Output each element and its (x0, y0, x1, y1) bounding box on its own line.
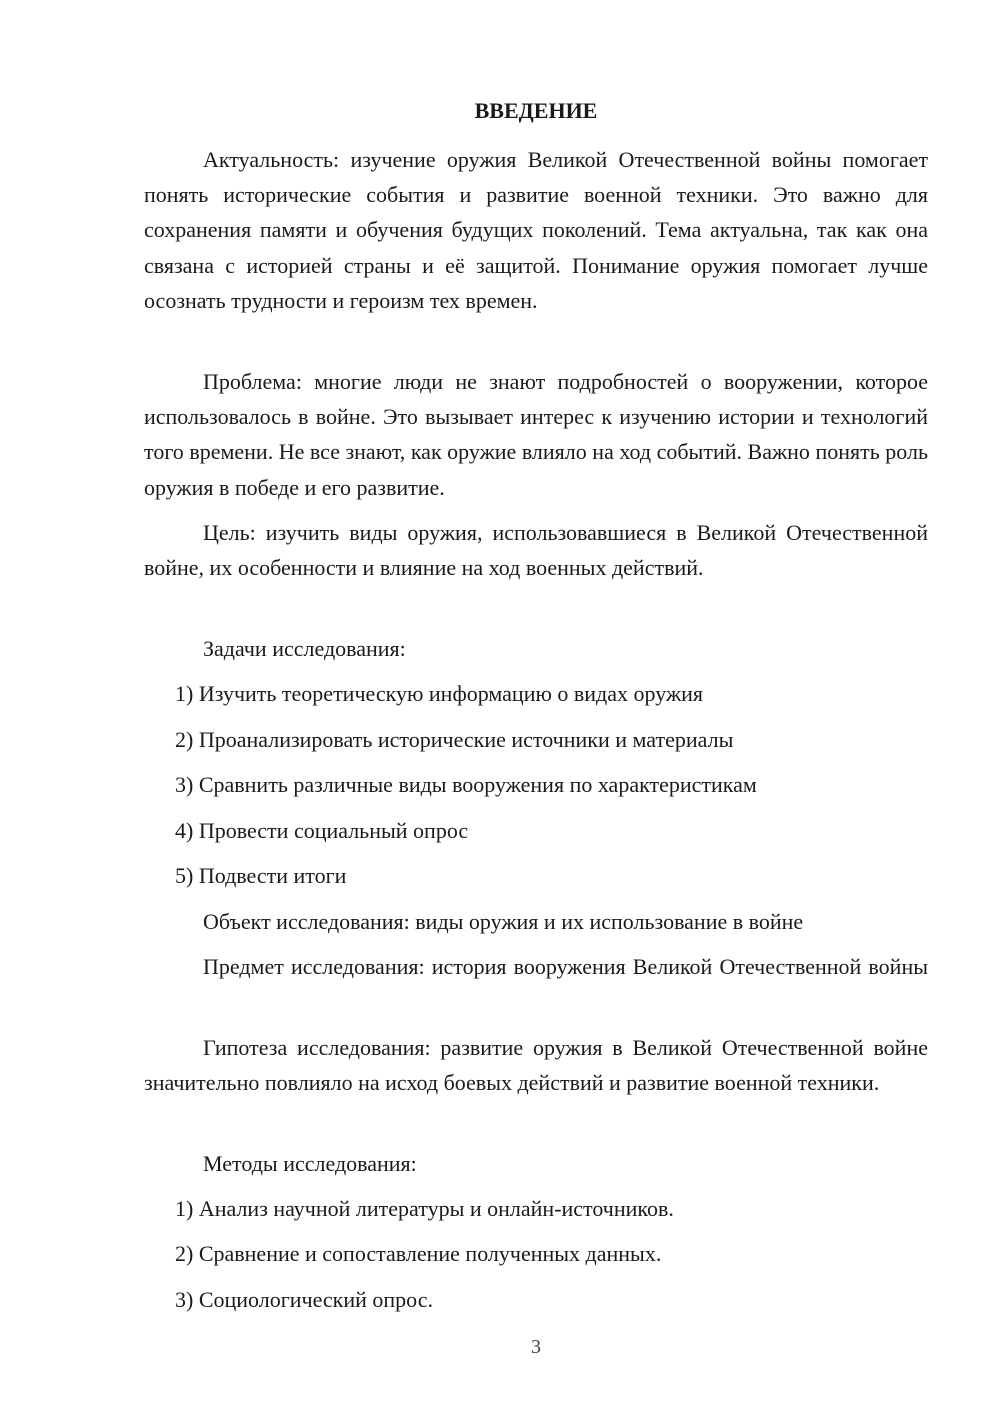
page-number: 3 (531, 1336, 541, 1358)
task-item-4: 4) Провести социальный опрос (175, 818, 469, 843)
methods-heading: Методы исследования: (203, 1151, 417, 1176)
method-item-2: 2) Сравнение и сопоставление полученных данных. (175, 1241, 662, 1266)
subject-text: Предмет исследования: история вооружения Великой Отечественной войны (203, 954, 928, 979)
goal-paragraph: Цель: изучить виды оружия, использовавшиеся в Великой Отечественной войне, их особенности и влияние на ход военных действий. (144, 520, 928, 581)
tasks-heading: Задачи исследования: (203, 636, 406, 661)
subject-paragraph-line (144, 949, 928, 984)
page-title: ВВЕДЕНИЕ (474, 98, 598, 123)
task-item-3: 3) Сравнить различные виды вооружения по характеристикам (175, 772, 757, 797)
hypothesis-paragraph: Гипотеза исследования: развитие оружия в Великой Отечественной войне значительно повлияло на исход боевых действий и развитие военной техники. (144, 1035, 928, 1096)
task-item-2: 2) Проанализировать исторические источники и материалы (175, 727, 734, 752)
relevance-paragraph: Актуальность: изучение оружия Великой Отечественной войны помогает понять исторические события и развитие военной техники. Это важно для сохранения памяти и обучения будущих поколений. Тема актуальна, так как она связана с историей страны и её защитой. Понимание оружия помогает лучше осознать трудности и героизм тех времен. (144, 147, 928, 313)
document-page (144, 0, 928, 1414)
problem-paragraph: Проблема: многие люди не знают подробностей о вооружении, которое использовалось в войне. Это вызывает интерес к изучению истории и технологий того времени. Не все знают, как оружие влияло на ход событий. Важно понять роль оружия в победе и его развитие. (144, 369, 928, 500)
method-item-3: 3) Социологический опрос. (175, 1287, 433, 1312)
method-item-1: 1) Анализ научной литературы и онлайн-источников. (175, 1196, 674, 1221)
task-item-1: 1) Изучить теоретическую информацию о видах оружия (175, 681, 704, 706)
object-paragraph: Объект исследования: виды оружия и их использование в войне (203, 909, 804, 934)
task-item-5: 5) Подвести итоги (175, 863, 347, 888)
